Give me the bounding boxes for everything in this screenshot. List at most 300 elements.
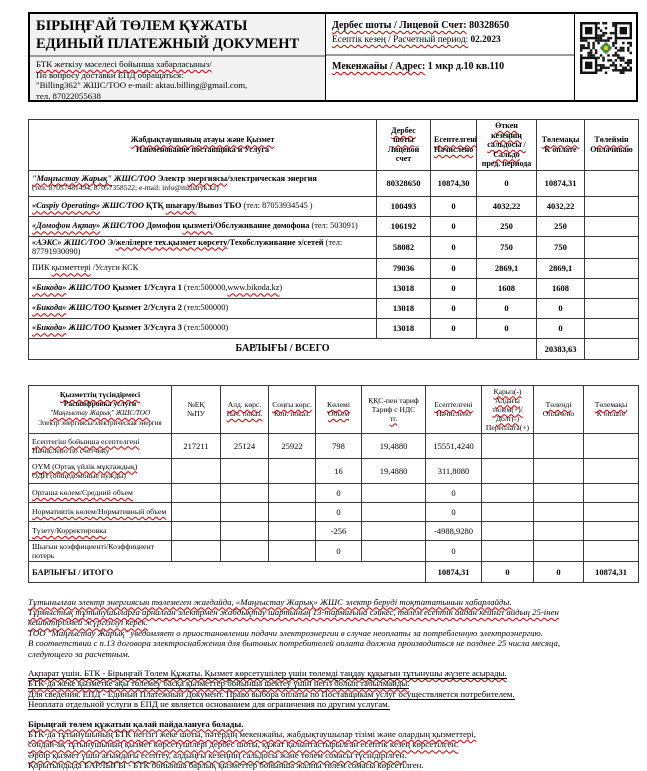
page-title [30,14,325,57]
text-segment: Наименование поставщика и Услуга [136,144,269,154]
cell-value: 13018 [377,298,431,318]
table-row [29,483,639,502]
cell-value: 0 [431,298,477,318]
cell-value: 798 [316,433,362,458]
note-block [28,597,638,659]
cell-value: 0 [316,483,362,502]
table-row [29,458,639,483]
cell-value: 4032,22 [477,196,537,216]
cell-value [585,236,639,258]
cell-value: 0 [537,298,585,318]
cell-value: 13018 [377,318,431,338]
provider-name [29,196,377,216]
text-segment: «Бикода» [32,303,67,313]
cell-value: 0 [477,318,537,338]
text-segment: Для сведения. ЕПД - Единый Платежный Документ. Право выбора оплаты по Поставщикам услуг осуществляется потребителем. [28,688,515,699]
cell-value [482,458,534,483]
column-header [221,385,269,433]
cell-value: 250 [537,216,585,236]
cell-value [585,298,639,318]
cell-value: 0 [426,483,482,502]
cell-value: 2869,1 [477,258,537,278]
account-label: Дербес шоты / Лицевой Счет: [332,20,467,31]
text-segment: ) [279,283,283,293]
service-line-label [29,483,172,502]
text-segment: тг. [389,413,398,423]
table-row [29,170,639,196]
column-header [534,385,584,433]
text-segment: кешіктірілмей жүргізілуі керек. [28,617,148,628]
address-label: Мекенжайы / Адрес: [332,61,426,72]
cell-value [482,502,534,521]
text-segment: ҚТҚ [143,201,166,211]
cell-value: 2869,1 [537,258,585,278]
account-number: 80328650 [469,20,510,31]
text-segment: ЖШС/ТОО [66,283,111,293]
note-line [28,628,638,638]
service-line-label [29,433,172,458]
cell-value [534,540,584,561]
text-segment: ОҮМ (Ортақ үйлік мұқтаждық) [32,461,138,471]
text-segment: ОДН (общедомовые нужды) [32,470,127,480]
text-segment: №ПУ [186,409,206,418]
text-segment: ТОО "Маңғыстау Жарық" уведомляет о приостановлении подачи электроэнергии в случае неоплаты за потребленную электроэнергию. [28,627,543,638]
text-segment: Лицевой счет [387,144,420,164]
cell-value: 311,8080 [426,458,482,483]
cell-value: 750 [477,236,537,258]
cell-value: 0 [431,216,477,236]
text-segment: ҚҚС-пен тариф [368,395,419,405]
title-russian: ЕДИНЫЙ ПЛАТЕЖНЫЙ ДОКУМЕНТ [36,36,300,52]
provider-name [29,236,377,258]
provider-name [29,318,377,338]
cell-value [172,458,221,483]
cell-value [585,258,639,278]
cell-value: 1608 [477,278,537,298]
cell-value [584,433,639,458]
text-segment: Неоплата отдельной услуги в ЕПД не является основанием для ограничения по другим услугам. [28,699,390,710]
breakdown-total-topay: 10874,31 [584,561,639,582]
table-row [29,298,639,318]
text-segment: Тұрмыстық тұтынушыларға арналған электрмен жабдықтау шартының 13-тармағына сәйкес, төлем есептік айдан кейінгі айдың 25-інен [28,606,559,617]
text-segment: /электрическая энергия [227,173,317,183]
cell-value [584,483,639,502]
note-line [28,719,638,729]
cell-value: 58082 [377,236,431,258]
text-segment: «Caspiy Operating» [32,201,100,211]
cell-value [534,483,584,502]
text-segment: Қызметтің түсіндірмесі [59,390,141,399]
text-segment: (тел:500000, [181,283,228,293]
cell-value [221,521,269,540]
cell-value: 0 [431,236,477,258]
cell-value [482,540,534,561]
header-title-block [30,14,326,100]
column-header [477,120,537,171]
cell-value: 16 [316,458,362,483]
note-line [28,617,638,627]
cell-value: 13018 [377,278,431,298]
text-segment: Расшифровка услуги [63,399,137,408]
cell-value: 25124 [221,433,269,458]
cell-value [534,458,584,483]
column-header [585,120,639,171]
text-segment: Оплачиваю [590,144,633,154]
text-segment: По вопросу доставки ЕПД обращаться: [36,69,184,80]
text-segment: Қызмет 2/Услуга 2 [110,303,182,313]
cell-value [584,502,639,521]
cell-value: 0 [477,298,537,318]
text-segment: Электр [155,173,188,183]
column-header [269,385,316,433]
text-segment: БТК-да жеке қызметке ақы төлемеу басқа қызметтер бойынша шектеу үшін негіз болып табылмайды. [28,678,410,689]
text-segment: ЖШС/ТОО [100,201,144,211]
cell-value [585,196,639,216]
text-segment: Орташа көлем/Средний объем [32,488,133,497]
breakdown-tbody [29,433,639,561]
table-row [29,258,639,278]
text-segment: тел. 87022055638 [36,90,101,101]
cell-value [172,483,221,502]
provider-name [29,298,377,318]
text-segment: желілерге тех.қызмет көрсету [115,237,228,247]
text-segment: Қызмет 3/Услуга 3 [110,323,182,333]
cell-value [172,502,221,521]
cell-value: 0 [431,278,477,298]
cell-value [269,458,316,483]
column-header [431,120,477,171]
note-line [28,668,638,678]
text-segment: «Бикода» [32,323,67,333]
text-segment: (тел: 87057481494, 87057358522; e-mail: info@mzharyk.kz) [32,183,219,192]
cell-value: 0 [477,170,537,196]
text-segment: Төлемақы [594,400,628,409]
text-segment: пред. периода [481,159,532,168]
text-segment: ЖШС/ТОО [66,323,111,333]
cell-value [362,483,426,502]
text-segment: Есептелгені [434,135,478,145]
column-header [426,385,482,433]
table-row [29,278,639,298]
cell-value [584,458,639,483]
table-row [29,540,639,561]
breakdown-total-paid: 0 [534,561,584,582]
note-line [28,638,638,648]
providers-table [28,119,639,360]
provider-name [29,258,377,278]
cell-value: 19,4880 [362,458,426,483]
text-segment: «Бикода» [32,283,67,293]
header-account-block [326,14,575,100]
text-segment: (тел: 503091) [309,221,358,231]
note-line [28,729,638,739]
text-segment: /Услуги КСК [90,263,139,273]
total-label: БАРЛЫҒЫ / ВСЕГО [29,338,537,359]
breakdown-total-label: БАРЛЫҒЫ / ИТОГО [29,561,426,582]
cell-value [585,170,639,196]
text-segment: Тариф с НДС [371,404,416,414]
cell-value [172,540,221,561]
note-line [28,678,638,688]
text-segment: "Billing362" ЖШС/ТОО e-mail: aktau.billing@gmail.com, [36,80,248,90]
text-segment: БТК-да тұтынушының БТК негізгі жеке шоты, пәтердің мекенжайы, жабдықтаушылар тізімі және олардың қызметтері, [28,728,476,739]
period-value: 02.2023 [470,35,501,45]
text-segment: Көлемі [327,400,350,409]
text-segment: энергиясы [187,173,228,183]
cell-value: 4032,22 [537,196,585,216]
period-label: Есептік кезең / Расчетный период: [332,35,469,45]
column-header [482,385,534,433]
text-segment: /Вывоз ТБО [195,201,242,211]
cell-value: 0 [431,318,477,338]
cell-value [221,502,269,521]
text-segment: БТК жеткізу мәселесі бойынша хабарласыныз/ [36,59,212,69]
text-segment: Начислено [436,409,471,418]
text-segment: Ақпарат үшін. БТК - Бірыңғай Төлем Құжаты. Қызмет көрсетушілер үшін төлемді таңдау құқығын тұтынушы жүзеге асырады. [28,667,507,678]
delivery-contact [30,57,325,103]
text-segment: Шығын коэффициенті/Коэффициент потерь [32,541,155,560]
text-segment: ПИК [32,263,52,273]
cell-value [362,521,426,540]
text-segment: сондай-ақ тұтынушының қызмет көрсетушілері дербес шоты, құжат қалыптастырылған есептік кезең көрсетілген. [28,739,459,750]
cell-value [534,502,584,521]
cell-value: 0 [426,502,482,521]
text-segment: Э/ [105,237,116,247]
text-segment: Есептегіш бойынша есептелгені [32,436,140,446]
column-header [172,385,221,433]
note-block [28,668,638,710]
cell-value: 10874,30 [431,170,477,196]
cell-value: 217211 [172,433,221,458]
cell-value: 0 [431,196,477,216]
cell-value: 750 [537,236,585,258]
text-segment: Долг(-) [495,413,520,423]
text-segment: (тел:500000) [181,303,229,313]
address-value: 1 мкр д.10 кв.110 [427,61,505,72]
note-line [28,649,638,659]
cell-value [269,483,316,502]
text-segment: Жабдықтаушының атауы және Қызмет [130,135,275,145]
address-line [326,56,574,77]
cell-value [269,502,316,521]
payment-document [28,12,638,771]
service-line-label [29,521,172,540]
text-segment: "Маңғыстау Жарық" ЖШС/ТОО [49,409,151,417]
text-segment: /Техобслуживание э/сетей [227,237,324,247]
account-line [332,18,568,33]
text-segment: Есептелгені [434,400,473,409]
period-line [332,33,568,48]
cell-value: 19,4880 [362,433,426,458]
column-header [362,385,426,433]
text-segment: Оплачено [542,409,575,418]
service-line-label [29,540,172,561]
text-segment: К оплате [596,409,626,418]
text-segment: «Домофон Ақтау» [32,221,101,231]
cell-value [585,318,639,338]
service-breakdown-table [28,385,639,583]
provider-name [29,278,377,298]
service-line-label [29,502,172,521]
cell-value [585,216,639,236]
cell-value: 1608 [537,278,585,298]
text-segment: Өткен кезеңнің [491,121,522,140]
text-segment: Түзету/Корректировка [32,526,107,535]
text-segment: (тел:500000) [181,323,229,333]
cell-value [584,521,639,540]
account-period [326,14,574,56]
cell-value [362,502,426,521]
cell-value: 80328650 [377,170,431,196]
text-segment: Төленді [545,400,572,409]
note-line [28,750,638,760]
title-kazakh: БІРЫҢҒАЙ ТӨЛЕМ ҚҰЖАТЫ [36,18,248,34]
text-segment: Бірыңғай төлем құжатын қалай пайдалануға болады. [28,718,244,729]
cell-value: 250 [477,216,537,236]
text-segment: Алд. көрс. [227,400,262,409]
text-segment: Начислено [434,144,474,154]
text-segment: www.bikoda.kz [227,283,280,293]
text-segment: (тел: 87791930090) [32,237,343,256]
cell-value [221,458,269,483]
text-segment: Домофон [144,221,183,231]
text-segment: Начислено по счетчику [32,445,110,455]
text-segment: Кон. показ. [273,409,311,418]
column-header [377,120,431,171]
column-header [316,385,362,433]
service-line-label [29,458,172,483]
cell-value: 100493 [377,196,431,216]
cell-value [221,540,269,561]
table-row [29,502,639,521]
text-segment: Алдағы [495,395,520,405]
text-segment: Соңғы көрс. [272,400,312,409]
cell-value [269,540,316,561]
note-line [28,689,638,699]
qr-code [580,22,632,74]
breakdown-total-row [29,561,639,582]
text-segment: Нормативтік көлем/Нормативный объем [32,507,167,516]
cell-value [534,521,584,540]
text-segment: следующего за расчетным. [28,648,130,659]
cell-value: 10874,31 [537,170,585,196]
table-row [29,318,639,338]
text-segment: Қарыз(-) [493,386,522,396]
providers-tbody [29,170,639,338]
cell-value: 0 [537,318,585,338]
cell-value [584,540,639,561]
provider-name [29,216,377,236]
cell-value [534,433,584,458]
table-row [29,433,639,458]
text-segment: Дербес шоты [391,125,416,145]
text-segment: ЖШС/ТОО [61,237,106,247]
text-segment: «АЭКС» [32,237,62,247]
note-line [28,597,638,607]
column-header [584,385,639,433]
note-line [28,699,638,709]
total-pay-empty [585,338,639,359]
text-segment: сальдосы / Сальдо [487,140,526,159]
cell-value: 0 [316,502,362,521]
breakdown-total-accrued: 10874,31 [426,561,482,582]
table-row [29,196,639,216]
note-line [28,607,638,617]
note-line [28,760,638,770]
text-segment: төлем(+)/ [492,404,523,414]
text-segment: Төлемақы [541,135,580,145]
providers-header-row [29,120,639,171]
text-segment: Тұтынылған электр энергиясын төлемеген жағдайда, «Маңғыстау Жарық» ЖШС электр беруді тоқтататынын хабарлайды. [28,596,512,607]
text-segment: ЖШС/ТОО [100,221,145,231]
cell-value [482,521,534,540]
cell-value [482,433,534,458]
table-row [29,521,639,540]
text-segment: Әрбір қызмет үшін ағымдағы есептеу, алдыңғы кезеңнің сальдосы және төлем сомасы түсіндірілген. [28,749,407,760]
text-segment: Қорытындыда БАРЛЫҒЫ - БТК бойынша барлық қызметтер бойынша жалпы төлем сомасы көрсетілген. [28,760,424,771]
cell-value [221,483,269,502]
text-segment: В соответствии с п.13 договора электроснабжения для бытовых потребителей оплата должна производиться не позднее 25 числа месяца, [28,638,561,649]
text-segment: қызметтері [51,263,91,273]
text-segment: Объем [327,409,350,418]
cell-value [482,483,534,502]
cell-value: 0 [426,540,482,561]
table-row [29,216,639,236]
table-row [29,236,639,258]
text-segment: Электр энергиясы/электрическая энергия [38,419,162,427]
cell-value: 0 [316,540,362,561]
qr-cell [575,14,636,100]
cell-value: 106192 [377,216,431,236]
cell-value [362,540,426,561]
text-segment: Қызмет 1/Услуга 1 [110,283,182,293]
text-segment: К оплате [544,144,577,154]
cell-value [585,278,639,298]
column-header [29,385,172,433]
cell-value: 0 [431,258,477,278]
column-header [537,120,585,171]
text-segment: Төлеймін [594,135,629,145]
text-segment: Нач. показ. [226,409,263,418]
text-segment: ЖШС/ТОО [111,173,156,183]
text-segment: Переплата(+) [485,422,530,432]
text-segment: (тел: 87053934545 ) [241,201,313,211]
total-value: 20383,63 [537,338,585,359]
text-segment: ЖШС/ТОО [66,303,111,313]
column-header [29,120,377,171]
breakdown-header-row [29,385,639,433]
providers-total-row [29,338,639,359]
text-segment: қызметі [182,221,213,231]
cell-value: 79036 [377,258,431,278]
cell-value [172,521,221,540]
breakdown-total-debt: 0 [482,561,534,582]
note-line [28,739,638,749]
provider-name [29,170,377,196]
cell-value [269,521,316,540]
text-segment: №ЕҚ [187,400,205,409]
text-segment: /Обслуживание домофона [212,221,310,231]
cell-value: -4988,9280 [426,521,482,540]
footnotes [28,597,638,771]
text-segment: шығару [165,201,196,211]
document-header [28,12,638,102]
text-segment: "Маңғыстау Жарық" [32,173,112,183]
cell-value: 15551,4240 [426,433,482,458]
note-block [28,719,638,771]
cell-value: 25922 [269,433,316,458]
cell-value: -256 [316,521,362,540]
